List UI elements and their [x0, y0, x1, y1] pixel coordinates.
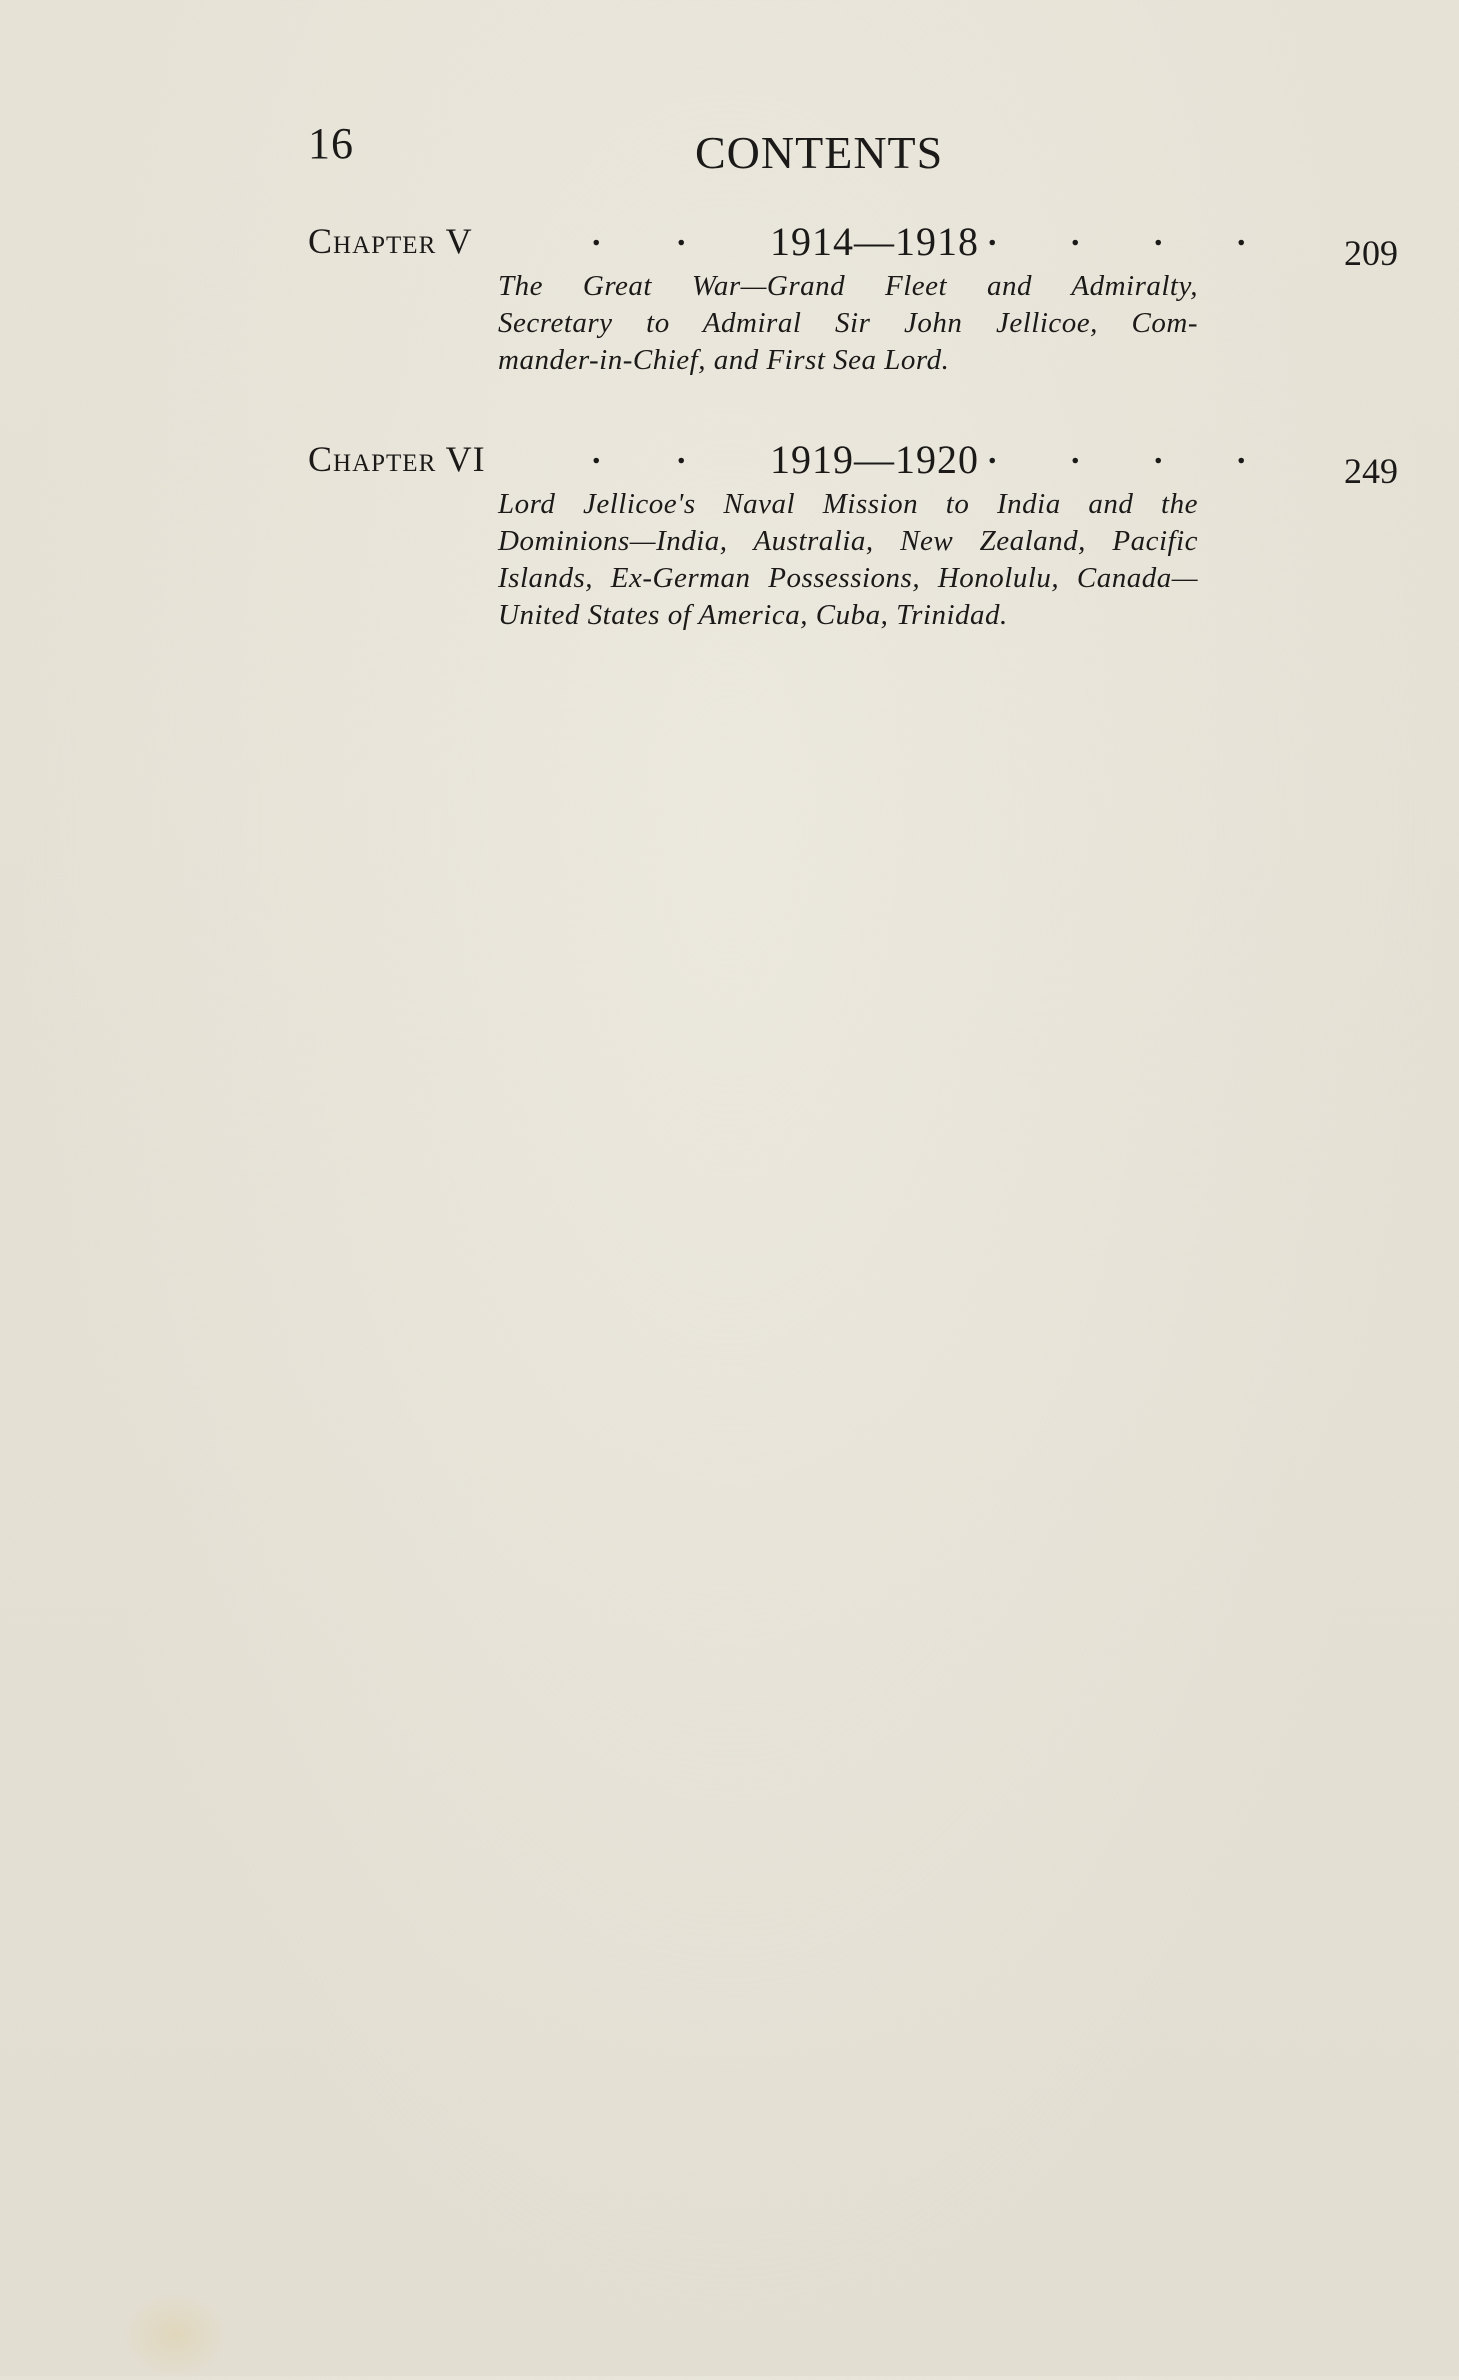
- page-title: CONTENTS: [695, 127, 944, 178]
- chapter-years: 1914—1918: [770, 219, 979, 264]
- leader-dots: . . . .: [988, 434, 1246, 471]
- chapter-label: Chapter V: [308, 221, 473, 261]
- chapter-years: 1919—1920: [770, 437, 979, 482]
- toc-entry-chapter-6: [308, 432, 1398, 631]
- chapter-summary: [498, 268, 1198, 379]
- summary-line: Secretary to Admiral Sir John Jellicoe, Com-: [498, 307, 1198, 339]
- chapter-label: Chapter VI: [308, 439, 486, 479]
- leader-dots: . . . .: [988, 216, 1246, 253]
- toc-entry-heading: [308, 432, 1398, 492]
- summary-line: Islands, Ex-German Possessions, Honolulu, Canada—: [498, 562, 1198, 594]
- page-reference: 209: [1344, 233, 1398, 273]
- summary-line: The Great War—Grand Fleet and Admiralty,: [498, 270, 1198, 302]
- toc-entry-heading: [308, 214, 1398, 274]
- paper-stain: [120, 2290, 230, 2380]
- summary-line: Lord Jellicoe's Naval Mission to India and the: [498, 488, 1198, 520]
- running-head: [308, 118, 1388, 178]
- page-number: 16: [308, 119, 354, 168]
- summary-line: Dominions—India, Australia, New Zealand, Pacific: [498, 525, 1198, 557]
- summary-line: United States of America, Cuba, Trinidad.: [498, 599, 1008, 631]
- summary-line: mander-in-Chief, and First Sea Lord.: [498, 344, 950, 376]
- leader-dots: . .: [592, 216, 686, 253]
- leader-dots: . .: [592, 434, 686, 471]
- toc-entry-chapter-5: [308, 214, 1398, 376]
- page-reference: 249: [1344, 451, 1398, 491]
- chapter-summary: [498, 486, 1198, 634]
